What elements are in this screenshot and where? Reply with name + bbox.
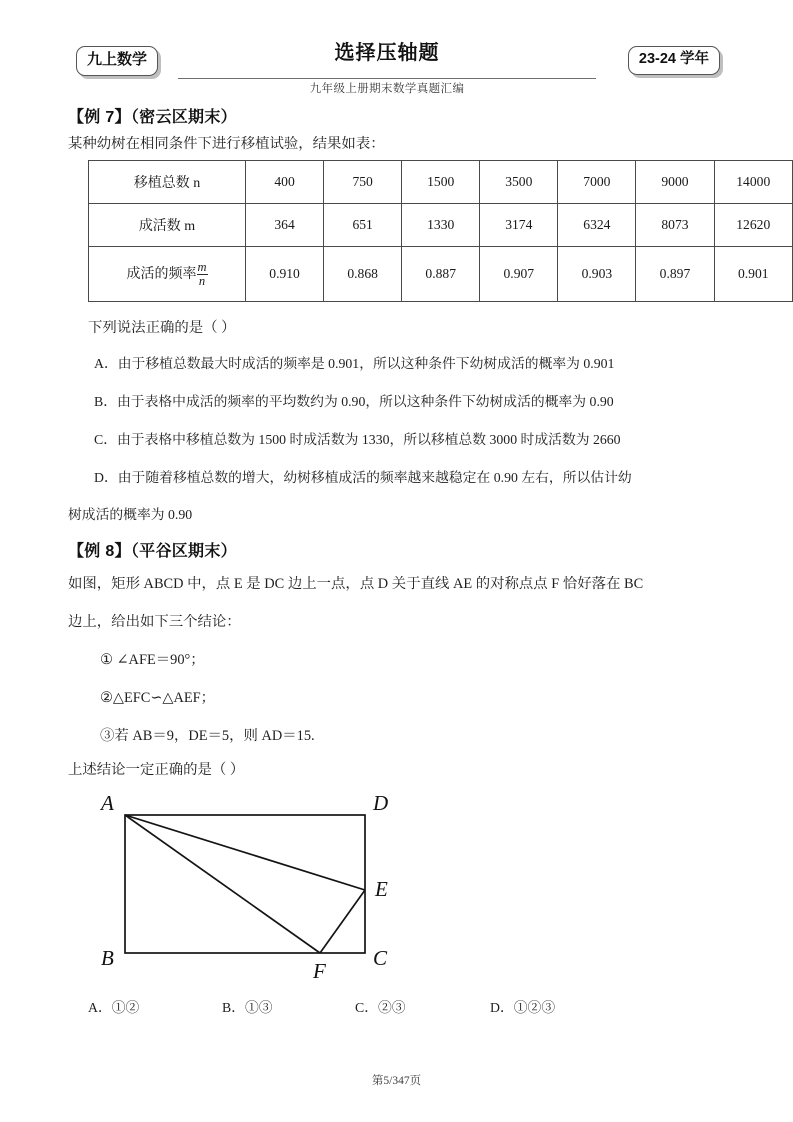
figure-label-a: A bbox=[101, 791, 114, 815]
page-footer bbox=[0, 1072, 793, 1088]
table-cell: 7000 bbox=[558, 161, 636, 204]
segment-ae bbox=[125, 815, 365, 890]
row-header-total: 移植总数 n bbox=[89, 161, 246, 204]
table-cell: 3500 bbox=[480, 161, 558, 204]
example7-heading: 【例 7】（密云区期末） bbox=[68, 109, 237, 126]
segment-ef bbox=[320, 890, 365, 953]
figure-label-f: F bbox=[313, 959, 326, 983]
geometry-figure-rectangle-abcd bbox=[75, 785, 425, 990]
example7-question: 下列说法正确的是（ ） bbox=[88, 320, 236, 336]
page-header bbox=[72, 40, 722, 102]
page-subtitle: 九年级上册期末数学真题汇编 bbox=[309, 83, 465, 95]
table-cell: 14000 bbox=[714, 161, 793, 204]
table-cell: 0.901 bbox=[714, 247, 793, 302]
table-cell: 0.903 bbox=[558, 247, 636, 302]
row-header-survived: 成活数 m bbox=[89, 204, 246, 247]
table-cell: 8073 bbox=[636, 204, 714, 247]
example7-option-d-wrap: 树成活的概率为 0.90 bbox=[68, 507, 193, 522]
table-cell: 1500 bbox=[402, 161, 480, 204]
example7-option-b[interactable]: B．由于表格中成活的频率的平均数约为 0.90，所以这种条件下幼树成活的概率为 0.90 bbox=[94, 394, 614, 409]
table-cell: 9000 bbox=[636, 161, 714, 204]
table-cell: 400 bbox=[246, 161, 324, 204]
geometry-svg bbox=[75, 785, 425, 990]
example8-conclusion-2: ②△EFC∽△AEF； bbox=[100, 690, 216, 706]
table-cell: 750 bbox=[324, 161, 402, 204]
table-cell: 651 bbox=[324, 204, 402, 247]
table-cell: 364 bbox=[246, 204, 324, 247]
example8-option-b[interactable]: B．①③ bbox=[222, 1000, 273, 1015]
example8-heading: 【例 8】（平谷区期末） bbox=[68, 543, 237, 560]
frequency-fraction bbox=[197, 261, 208, 288]
table-cell: 0.887 bbox=[402, 247, 480, 302]
example7-option-a[interactable]: A．由于移植总数最大时成活的频率是 0.901，所以这种条件下幼树成活的概率为 0.901 bbox=[94, 356, 615, 371]
header-divider bbox=[178, 78, 596, 79]
table-row bbox=[89, 204, 793, 247]
figure-label-e: E bbox=[375, 877, 388, 901]
header-badge-year: 23-24 学年 bbox=[628, 46, 720, 75]
fraction-denominator: n bbox=[198, 273, 206, 288]
row-header-frequency-text: 成活的频率 bbox=[126, 266, 197, 282]
table-cell: 0.868 bbox=[324, 247, 402, 302]
example8-conclusion-3: ③若 AB＝9，DE＝5，则 AD＝15. bbox=[100, 728, 315, 744]
transplant-data-table bbox=[88, 160, 793, 302]
figure-label-c: C bbox=[373, 946, 388, 970]
page-title: 选择压轴题 bbox=[334, 42, 440, 64]
table-row bbox=[89, 247, 793, 302]
table-cell: 0.910 bbox=[246, 247, 324, 302]
page-number-label: 第5/347页 bbox=[371, 1075, 422, 1087]
example8-option-c[interactable]: C．②③ bbox=[355, 1000, 406, 1015]
table-cell: 1330 bbox=[402, 204, 480, 247]
row-header-frequency bbox=[89, 247, 246, 302]
example8-question: 上述结论一定正确的是（ ） bbox=[68, 762, 245, 778]
header-badge-subject: 九上数学 bbox=[76, 46, 158, 76]
figure-label-d: D bbox=[373, 791, 389, 815]
table-cell: 12620 bbox=[714, 204, 793, 247]
rectangle-abcd-outline bbox=[125, 815, 365, 953]
example8-option-a[interactable]: A．①② bbox=[88, 1000, 140, 1015]
example7-option-c[interactable]: C．由于表格中移植总数为 1500 时成活数为 1330，所以移植总数 3000 时成活数为 2660 bbox=[94, 432, 621, 447]
table-cell: 6324 bbox=[558, 204, 636, 247]
example7-option-d[interactable]: D．由于随着移植总数的增大，幼树移植成活的频率越来越稳定在 0.90 左右，所以估计幼 bbox=[94, 470, 632, 485]
example8-option-d[interactable]: D．①②③ bbox=[490, 1000, 556, 1015]
example8-conclusion-1: ① ∠AFE＝90°； bbox=[100, 652, 205, 668]
example8-body-line1: 如图，矩形 ABCD 中，点 E 是 DC 边上一点，点 D 关于直线 AE 的对称点点 F 恰好落在 BC bbox=[68, 576, 644, 592]
table-cell: 0.897 bbox=[636, 247, 714, 302]
table-cell: 3174 bbox=[480, 204, 558, 247]
example8-body-line2: 边上，给出如下三个结论： bbox=[68, 614, 241, 630]
example7-prompt: 某种幼树在相同条件下进行移植试验，结果如表： bbox=[68, 136, 385, 152]
segment-af bbox=[125, 815, 320, 953]
header-title-block bbox=[192, 40, 582, 68]
table-row bbox=[89, 161, 793, 204]
table-cell: 0.907 bbox=[480, 247, 558, 302]
figure-label-b: B bbox=[101, 946, 114, 970]
fraction-numerator: m bbox=[197, 259, 207, 274]
